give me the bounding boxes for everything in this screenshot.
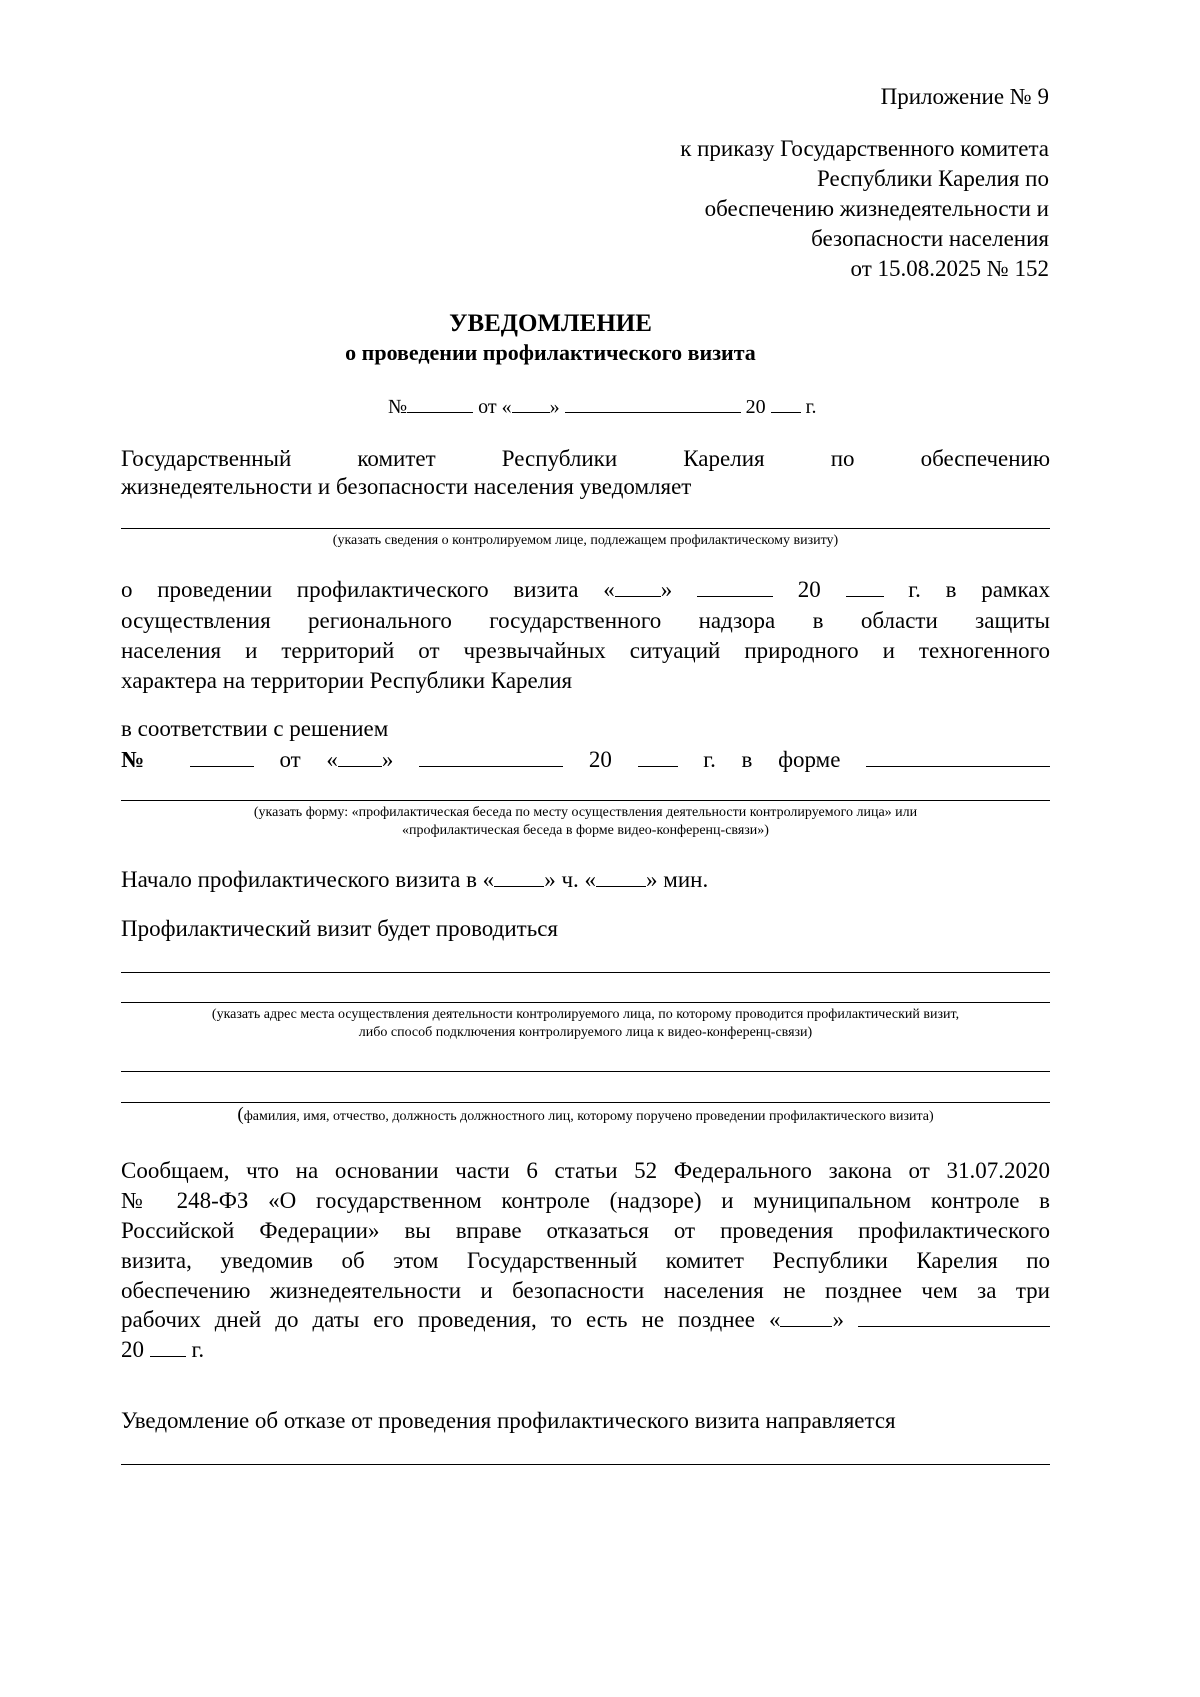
document-subtitle: о проведении профилактического визита [345,340,756,365]
deadline-day-blank[interactable] [780,1306,832,1327]
year-prefix: 20 [745,396,766,418]
notice-line-7 [121,1336,204,1363]
decision-year-suffix: г. [703,747,716,772]
start-text: » мин. [646,867,709,892]
decision-form-field[interactable] [121,800,1050,801]
visit-quote: » [660,577,673,602]
official-field-2[interactable] [121,1102,1050,1103]
intro-word: комитет [357,446,436,471]
visit-line-4: характера на территории Республики Карелия [121,668,573,693]
number-blank[interactable] [407,392,473,413]
decision-quote-close: » [381,747,394,772]
form-hint-1: (указать форму: «профилактическая беседа по месту осуществления деятельности контролируемого лица» или [253,805,918,820]
decision-form-blank[interactable] [866,746,1050,767]
official-hint-text: фамилия, имя, отчество, должность должностного лиц, которому поручено проведении профилактического визита) [243,1109,934,1124]
order-line-3: обеспечению жизнедеятельности и [704,196,1049,221]
visit-line-3: населения и территорий от чрезвычайных ситуаций природного и техногенного [121,638,1050,663]
visit-paragraph [121,606,1050,696]
intro-word: Государственный [121,446,292,471]
hint-paren: ( [237,1104,244,1125]
intro-word: по [830,446,855,471]
year-suffix: г. [805,396,817,418]
start-text: » ч. « [544,867,597,892]
decision-month-blank[interactable] [419,746,563,767]
visit-year-prefix: 20 [797,577,821,602]
notice-line: визита, уведомив об этом Государственный комитет Республики Карелия по [121,1248,1050,1273]
visit-line-2: осуществления регионального государственного надзора в области защиты [121,608,1050,633]
order-line-1: к приказу Государственного комитета [680,136,1049,161]
refusal-field[interactable] [121,1464,1050,1465]
number-line [388,392,817,419]
notice-line: обеспечению жизнедеятельности и безопасности населения не позднее чем за три [121,1278,1050,1303]
deadline-year-blank[interactable] [150,1336,186,1357]
visit-year-blank[interactable] [846,576,884,597]
intro-line-1 [121,446,1050,472]
decision-line-1: в соответствии с решением [121,716,389,741]
month-blank[interactable] [565,392,741,413]
place-hint-2: либо способ подключения контролируемого лица к видео-конференц-связи) [358,1025,813,1040]
official-field-1[interactable] [121,1071,1050,1072]
notice-paragraph [121,1156,1050,1306]
from-label: от « [478,396,512,418]
decision-number-sign: № [121,747,165,772]
decision-in: в [741,747,753,772]
visit-line-1 [121,576,1050,603]
notice-text: рабочих дней до даты его проведения, то есть не позднее « [121,1307,781,1332]
official-hint [121,1106,1050,1126]
year-blank[interactable] [771,392,801,413]
controlled-person-hint: (указать сведения о контролируемом лице, подлежащем профилактическому визиту) [332,533,839,548]
visit-day-blank[interactable] [615,576,661,597]
order-line-5: от 15.08.2025 № 152 [850,256,1049,281]
place-field-2[interactable] [121,1002,1050,1003]
intro-word: Республики [501,446,618,471]
notice-quote: » [832,1307,844,1332]
decision-form-label: форме [778,747,841,772]
number-sign: № [388,396,408,418]
decision-from: от [279,747,301,772]
decision-quote-open: « [326,747,338,772]
intro-word: обеспечению [920,446,1051,471]
place-field-1[interactable] [121,972,1050,973]
document-title: УВЕДОМЛЕНИЕ [449,310,652,337]
form-hint-2: «профилактическая беседа в форме видео-конференц-связи») [402,823,769,838]
deadline-month-blank[interactable] [858,1306,1050,1327]
notice-line-6 [121,1306,1050,1333]
quote-close: » [549,396,560,418]
intro-word: Карелия [683,446,765,471]
notice-line: Российской Федерации» вы вправе отказаться от проведения профилактического [121,1218,1050,1243]
deadline-year-prefix: 20 [121,1337,144,1362]
order-line-2: Республики Карелия по [816,166,1049,191]
start-hour-blank[interactable] [494,866,544,887]
place-label: Профилактический визит будет проводиться [121,916,558,941]
decision-number-blank[interactable] [190,746,254,767]
start-minute-blank[interactable] [596,866,646,887]
appendix-number: Приложение № 9 [880,84,1049,109]
day-blank[interactable] [512,392,550,413]
deadline-year-suffix: г. [191,1337,205,1362]
start-time-line [121,866,708,893]
visit-text: г. в рамках [908,577,1050,602]
notice-line: Сообщаем, что на основании части 6 статьи 52 Федерального закона от 31.07.2020 [121,1158,1050,1183]
visit-text: о проведении профилактического визита « [121,577,615,602]
decision-day-blank[interactable] [338,746,382,767]
controlled-person-field[interactable] [121,528,1050,529]
visit-month-blank[interactable] [697,576,773,597]
refusal-label: Уведомление об отказе от проведения профилактического визита направляется [121,1408,896,1433]
place-hint-1: (указать адрес места осуществления деятельности контролируемого лица, по которому проводится профилактический визит, [211,1007,960,1022]
notice-line: № 248-ФЗ «О государственном контроле (надзоре) и муниципальном контроле в [121,1188,1050,1213]
start-text: Начало профилактического визита в « [121,867,495,892]
decision-line-2 [121,746,1050,773]
order-line-4: безопасности населения [811,226,1049,251]
intro-line-2: жизнедеятельности и безопасности населения уведомляет [121,474,692,499]
decision-year-blank[interactable] [638,746,678,767]
decision-year-prefix: 20 [588,747,612,772]
